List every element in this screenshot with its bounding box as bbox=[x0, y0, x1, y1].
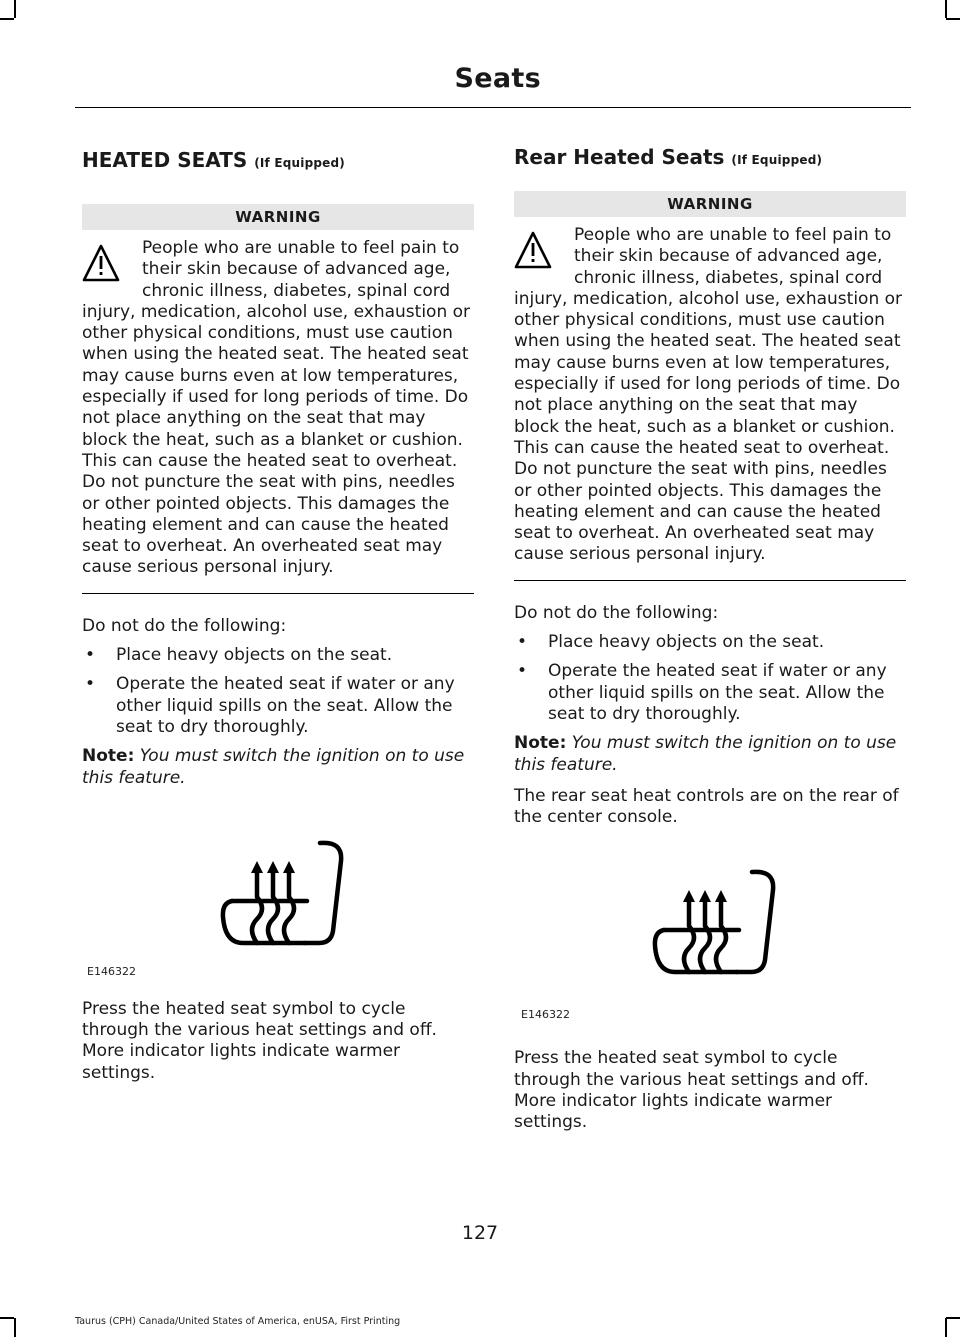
warning-header: WARNING bbox=[514, 191, 906, 217]
crop-mark bbox=[0, 18, 14, 20]
crop-mark bbox=[0, 1317, 14, 1319]
page-title: Seats bbox=[454, 63, 541, 94]
warning-triangle-icon bbox=[82, 242, 140, 286]
crop-mark bbox=[946, 1317, 960, 1319]
page-header bbox=[75, 55, 911, 108]
location-text: The rear seat heat controls are on the rear of the center console. bbox=[514, 785, 899, 828]
rear-heated-seats-section bbox=[514, 142, 906, 1134]
list-item-text: Operate the heated seat if water or any other liquid spills on the seat. Allow the seat to dry thoroughly. bbox=[548, 661, 887, 724]
bullet-dot: • bbox=[517, 661, 528, 682]
list-item-text: Place heavy objects on the seat. bbox=[116, 645, 393, 666]
note-label: Note: bbox=[514, 733, 567, 754]
warning-box bbox=[82, 230, 474, 594]
do-not-list bbox=[514, 632, 906, 725]
note-text: You must switch the ignition on to use this feature. bbox=[82, 746, 465, 788]
heated-seat-figure bbox=[82, 831, 474, 991]
list-item bbox=[82, 645, 474, 666]
note bbox=[514, 733, 906, 776]
list-item-text: Place heavy objects on the seat. bbox=[548, 632, 825, 653]
note-text: You must switch the ignition on to use this feature. bbox=[514, 733, 897, 775]
intro-text: Do not do the following: bbox=[82, 615, 287, 636]
list-item bbox=[514, 661, 906, 725]
page-number: 127 bbox=[461, 1222, 499, 1244]
warning-box bbox=[514, 217, 906, 581]
bullet-dot: • bbox=[85, 674, 96, 695]
note bbox=[82, 746, 474, 789]
list-item bbox=[82, 674, 474, 738]
warning-text: People who are unable to feel pain to their skin because of advanced age, chronic illness, diabetes, spinal cord injury, medication, alcohol use, exhaustion or other physical conditions, must use caution when using the heated seat. The heated seat may cause burns even at low temperatures, especially if used for long periods of time. Do not place anything on the seat that may block the heat, such as a blanket or cushion. This can cause the heated seat to overheat. Do not puncture the seat with pins, needles or other pointed objects. This damages the heating element and can cause the heated seat to overheat. An overheated seat may cause serious personal injury. bbox=[514, 225, 903, 565]
crop-mark bbox=[14, 0, 16, 18]
figure-code: E146322 bbox=[521, 1008, 570, 1022]
figure-code: E146322 bbox=[87, 964, 136, 978]
crop-mark bbox=[945, 0, 947, 18]
do-not-list bbox=[82, 645, 474, 738]
section-title-text: HEATED SEATS bbox=[82, 148, 248, 172]
crop-mark bbox=[946, 18, 960, 20]
intro-text: Do not do the following: bbox=[514, 602, 719, 623]
warning-text: People who are unable to feel pain to their skin because of advanced age, chronic illness, diabetes, spinal cord injury, medication, alcohol use, exhaustion or other physical conditions, must use caution when using the heated seat. The heated seat may cause burns even at low temperatures, especially if used for long periods of time. Do not place anything on the seat that may block the heat, such as a blanket or cushion. This can cause the heated seat to overheat. Do not puncture the seat with pins, needles or other pointed objects. This damages the heating element and can cause the heated seat to overheat. An overheated seat may cause serious personal injury. bbox=[82, 238, 471, 578]
heated-seat-icon bbox=[217, 839, 349, 954]
section-title-text: Rear Heated Seats bbox=[514, 145, 725, 169]
instruction-text: Press the heated seat symbol to cycle through the various heat settings and off. More indicator lights indicate warmer settings. bbox=[82, 998, 437, 1083]
heated-seat-figure bbox=[514, 864, 906, 1040]
crop-mark bbox=[945, 1318, 947, 1337]
warning-header: WARNING bbox=[82, 204, 474, 230]
crop-mark bbox=[14, 1318, 16, 1337]
bullet-dot: • bbox=[85, 645, 96, 666]
section-title bbox=[514, 142, 906, 175]
section-title bbox=[82, 145, 474, 178]
edition-line: Taurus (CPH) Canada/United States of America, enUSA, First Printing bbox=[75, 1316, 401, 1327]
list-item bbox=[514, 632, 906, 653]
instruction-text: Press the heated seat symbol to cycle through the various heat settings and off. More indicator lights indicate warmer settings. bbox=[514, 1048, 869, 1133]
bullet-dot: • bbox=[517, 632, 528, 653]
heated-seats-section bbox=[82, 145, 474, 1084]
section-title-qualifier: (If Equipped) bbox=[254, 156, 345, 170]
heated-seat-icon bbox=[649, 868, 781, 983]
section-title-qualifier: (If Equipped) bbox=[731, 153, 823, 167]
list-item-text: Operate the heated seat if water or any other liquid spills on the seat. Allow the seat to dry thoroughly. bbox=[116, 674, 455, 737]
warning-triangle-icon bbox=[514, 229, 572, 273]
note-label: Note: bbox=[82, 746, 135, 767]
